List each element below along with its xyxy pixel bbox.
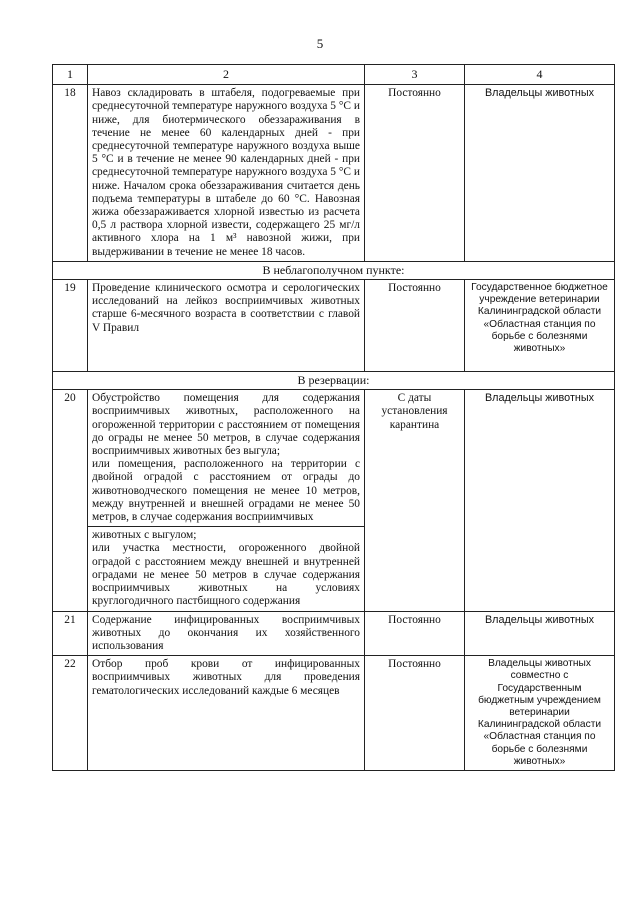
row-period: С даты установления карантина bbox=[365, 390, 465, 611]
table-row-18 bbox=[53, 85, 615, 262]
section-reservation bbox=[53, 372, 615, 390]
table-row-19 bbox=[53, 280, 615, 372]
section-unfavorable bbox=[53, 261, 615, 279]
row-period: Постоянно bbox=[365, 280, 465, 372]
row-description-part-2: или помещения, расположенного на территории с двойной оградой с расстоянием от ограды до животноводческого помещения не менее 10 метров, между внутренней и внешней оградами не менее 50 метров, в случае содержания восприимчивых bbox=[92, 458, 360, 524]
row-description-part-1: Обустройство помещения для содержания восприимчивых животных, расположенного на огороженной территории с расстоянием от помещения до ограды не менее 50 метров, в случае содержания восприимчивых животных без выгула; bbox=[92, 392, 360, 458]
row-responsible: Владельцы животных bbox=[465, 611, 615, 656]
measures-table bbox=[52, 64, 615, 771]
row-number: 20 bbox=[53, 390, 88, 611]
row-description: Навоз складировать в штабеля, подогреваемые при среднесуточной температуре наружного воздуха 5 °С и ниже, для биотермического обеззараживания в течение не менее 60 календарных дней - при среднесуточной температуре наружного воздуха выше 5 °С и в течение не менее 90 календарных дней - при среднесуточной температуре наружного воздуха 5 °С и ниже. Началом срока обеззараживания считается день подъема температуры в штабеле до 60 °С. Навозная жижа обеззараживается хлорной известью из расчета 0,5 л раствора хлорной извести, содержащего 25 мг/л активного хлора на 1 м³ навозной жижи, при выдерживании в течение не менее 18 часов. bbox=[88, 85, 365, 262]
section-title: В резервации: bbox=[53, 372, 615, 390]
row-period: Постоянно bbox=[365, 85, 465, 262]
row-description: Проведение клинического осмотра и серологических исследований на лейкоз восприимчивых животных старше 6-месячного возраста в соответствии с главой V Правил bbox=[88, 280, 365, 372]
row-responsible: Владельцы животных bbox=[465, 390, 615, 611]
row-number: 18 bbox=[53, 85, 88, 262]
section-title: В неблагополучном пункте: bbox=[53, 261, 615, 279]
row-description bbox=[88, 390, 365, 527]
table-row-21 bbox=[53, 611, 615, 656]
row-description-part-4: или участка местности, огороженного двойной оградой с расстоянием между внешней и внутренней оградами не менее 50 метров в случае содержания восприимчивых животных на условиях круглогодичного пастбищного содержания bbox=[92, 542, 360, 608]
row-description-continued bbox=[88, 527, 365, 611]
table-header-row bbox=[53, 65, 615, 85]
row-period: Постоянно bbox=[365, 656, 465, 771]
table-row-20 bbox=[53, 390, 615, 527]
header-col-3: 3 bbox=[365, 65, 465, 85]
row-description: Отбор проб крови от инфицированных восприимчивых животных для проведения гематологических исследований каждые 6 месяцев bbox=[88, 656, 365, 771]
header-col-1: 1 bbox=[53, 65, 88, 85]
row-responsible: Государственное бюджетное учреждение ветеринарии Калининградской области «Областная станция по борьбе с болезнями животных» bbox=[465, 280, 615, 372]
row-responsible: Владельцы животных совместно с Государственным бюджетным учреждением ветеринарии Калининградской области «Областная станция по борьбе с болезнями животных» bbox=[465, 656, 615, 771]
header-col-2: 2 bbox=[88, 65, 365, 85]
row-responsible: Владельцы животных bbox=[465, 85, 615, 262]
row-number: 21 bbox=[53, 611, 88, 656]
row-number: 22 bbox=[53, 656, 88, 771]
table-row-22 bbox=[53, 656, 615, 771]
row-description: Содержание инфицированных восприимчивых животных до окончания их хозяйственного использования bbox=[88, 611, 365, 656]
row-period: Постоянно bbox=[365, 611, 465, 656]
row-number: 19 bbox=[53, 280, 88, 372]
page-number: 5 bbox=[316, 36, 324, 51]
header-col-4: 4 bbox=[465, 65, 615, 85]
row-description-part-3: животных с выгулом; bbox=[92, 529, 197, 542]
